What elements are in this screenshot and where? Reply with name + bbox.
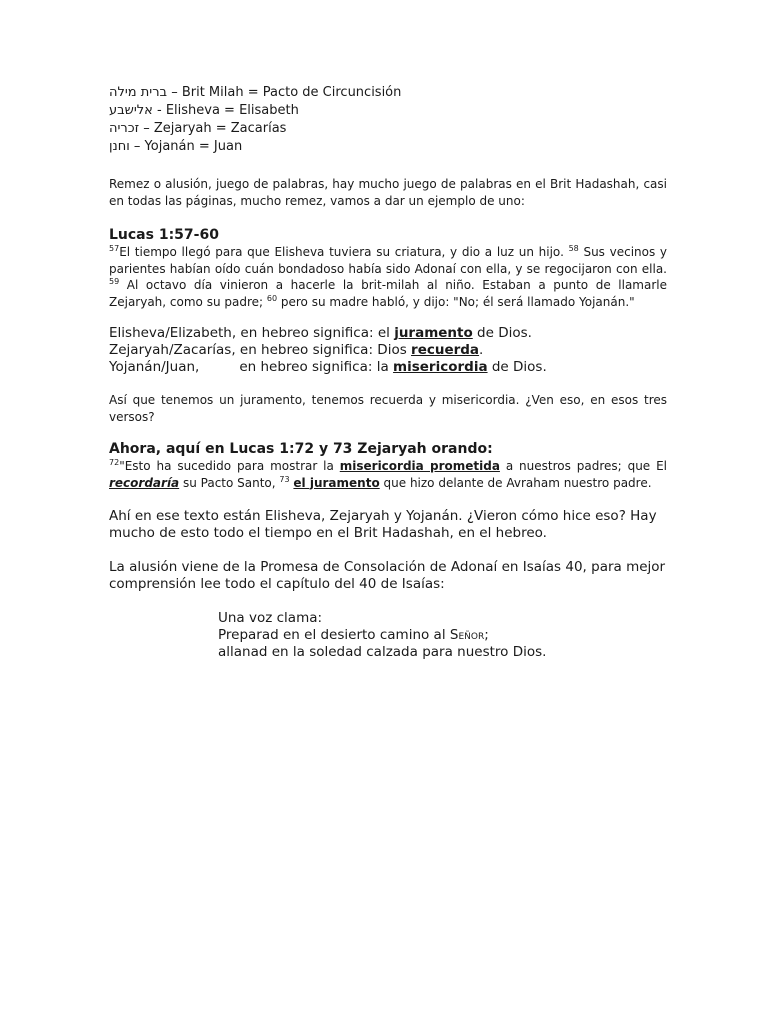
intro-paragraph: Remez o alusión, juego de palabras, hay mucho juego de palabras en el Brit Hadashah, casi en todas las páginas, mucho remez, vamos a dar un ejemplo de uno: [109, 177, 667, 208]
verse-text: que hizo delante de Avraham nuestro padre. [379, 475, 652, 490]
hebrew-term: זכריה [109, 121, 140, 136]
meaning-text: de Dios. [472, 325, 532, 341]
meaning-text: Yojanán/Juan, [109, 359, 200, 375]
glossary-line [109, 138, 667, 156]
glossary [109, 84, 667, 156]
poem-line: Una voz clama: [218, 610, 323, 626]
poem-line [218, 627, 667, 644]
meanings-list [109, 325, 667, 376]
texto-paragraph: Ahí en ese texto están Elisheva, Zejaryah y Yojanán. ¿Vieron cómo hice eso? Hay mucho de esto todo el tiempo en el Brit Hadashah, en el hebreo. [109, 508, 657, 541]
verse-keyword: el juramento [293, 475, 380, 490]
meaning-keyword: juramento [394, 325, 473, 341]
glossary-text: – Yojanán = Juan [129, 139, 243, 154]
verse-text: pero su madre habló, y dijo: "No; él será llamado Yojanán." [277, 294, 635, 309]
lucas-passage [109, 244, 667, 310]
verse-text: Sus vecinos y parientes habían oído cuán bondadoso había sido Adonaí con ella, y se regocijaron con ella. [109, 245, 668, 276]
ahora-heading: Ahora, aquí en Lucas 1:72 y 73 Zejaryah orando: [109, 441, 493, 457]
glossary-text: – Brit Milah = Pacto de Circuncisión [167, 85, 402, 100]
glossary-text: – Zejaryah = Zacarías [139, 121, 287, 136]
meaning-text: . [479, 342, 484, 358]
lucas-heading: Lucas 1:57-60 [109, 227, 219, 243]
meaning-line [109, 359, 667, 376]
glossary-line [109, 84, 667, 102]
meaning-line [109, 325, 667, 342]
meaning-text: Zejaryah/Zacarías, en hebreo significa: Dios [109, 342, 412, 358]
verse-text: Al octavo día vinieron a hacerle la brit-milah al niño. Estaban a punto de llamarle Zejaryah, como su padre; [109, 278, 667, 309]
glossary-text: - Elisheva = Elisabeth [152, 103, 299, 118]
verse-number: 57 [109, 244, 120, 253]
poem-text: ; [484, 627, 489, 643]
glossary-line [109, 120, 667, 138]
poem-divine-name: Señor [449, 627, 485, 643]
meaning-line [109, 342, 667, 359]
hebrew-term: וחנן [109, 139, 130, 154]
meaning-keyword: misericordia [393, 359, 488, 375]
verse-number: 58 [568, 244, 579, 253]
verse-text: su Pacto Santo, [179, 475, 280, 490]
verse-text: a nuestros padres; que El [499, 459, 667, 473]
verse-number: 72 [109, 458, 120, 467]
glossary-line [109, 102, 667, 120]
meaning-keyword: recuerda [411, 342, 480, 358]
verse-number: 73 [279, 474, 290, 484]
meaning-text: de Dios. [487, 359, 547, 375]
verse-text: El tiempo llegó para que Elisheva tuviera su criatura, y dio a luz un hijo. [119, 245, 569, 259]
hebrew-term: אלישבע [109, 103, 153, 118]
poem-line: allanad en la soledad calzada para nuestro Dios. [218, 644, 547, 660]
verse-keyword: misericordia prometida [339, 459, 500, 473]
meaning-text: Elisheva/Elizabeth, en hebreo significa: el [109, 325, 395, 341]
verse-number: 60 [266, 293, 278, 303]
document-page [109, 84, 667, 661]
summary-paragraph: Así que tenemos un juramento, tenemos recuerda y misericordia. ¿Ven eso, en esos tres versos? [109, 393, 667, 424]
alusion-paragraph: La alusión viene de la Promesa de Consolación de Adonaí en Isaías 40, para mejor comprensión lee todo el capítulo del 40 de Isaías: [109, 559, 666, 592]
poem-text: Preparad en el desierto camino al [218, 627, 450, 643]
verse-text: "Esto ha sucedido para mostrar la [119, 459, 340, 473]
isaias-quote [109, 610, 667, 661]
meaning-text: en hebreo significa: la [239, 359, 394, 375]
hebrew-term: ברית מילה [109, 85, 168, 100]
verse-number: 59 [109, 277, 120, 286]
verse-keyword: recordaría [109, 475, 180, 490]
ahora-passage [109, 458, 667, 491]
